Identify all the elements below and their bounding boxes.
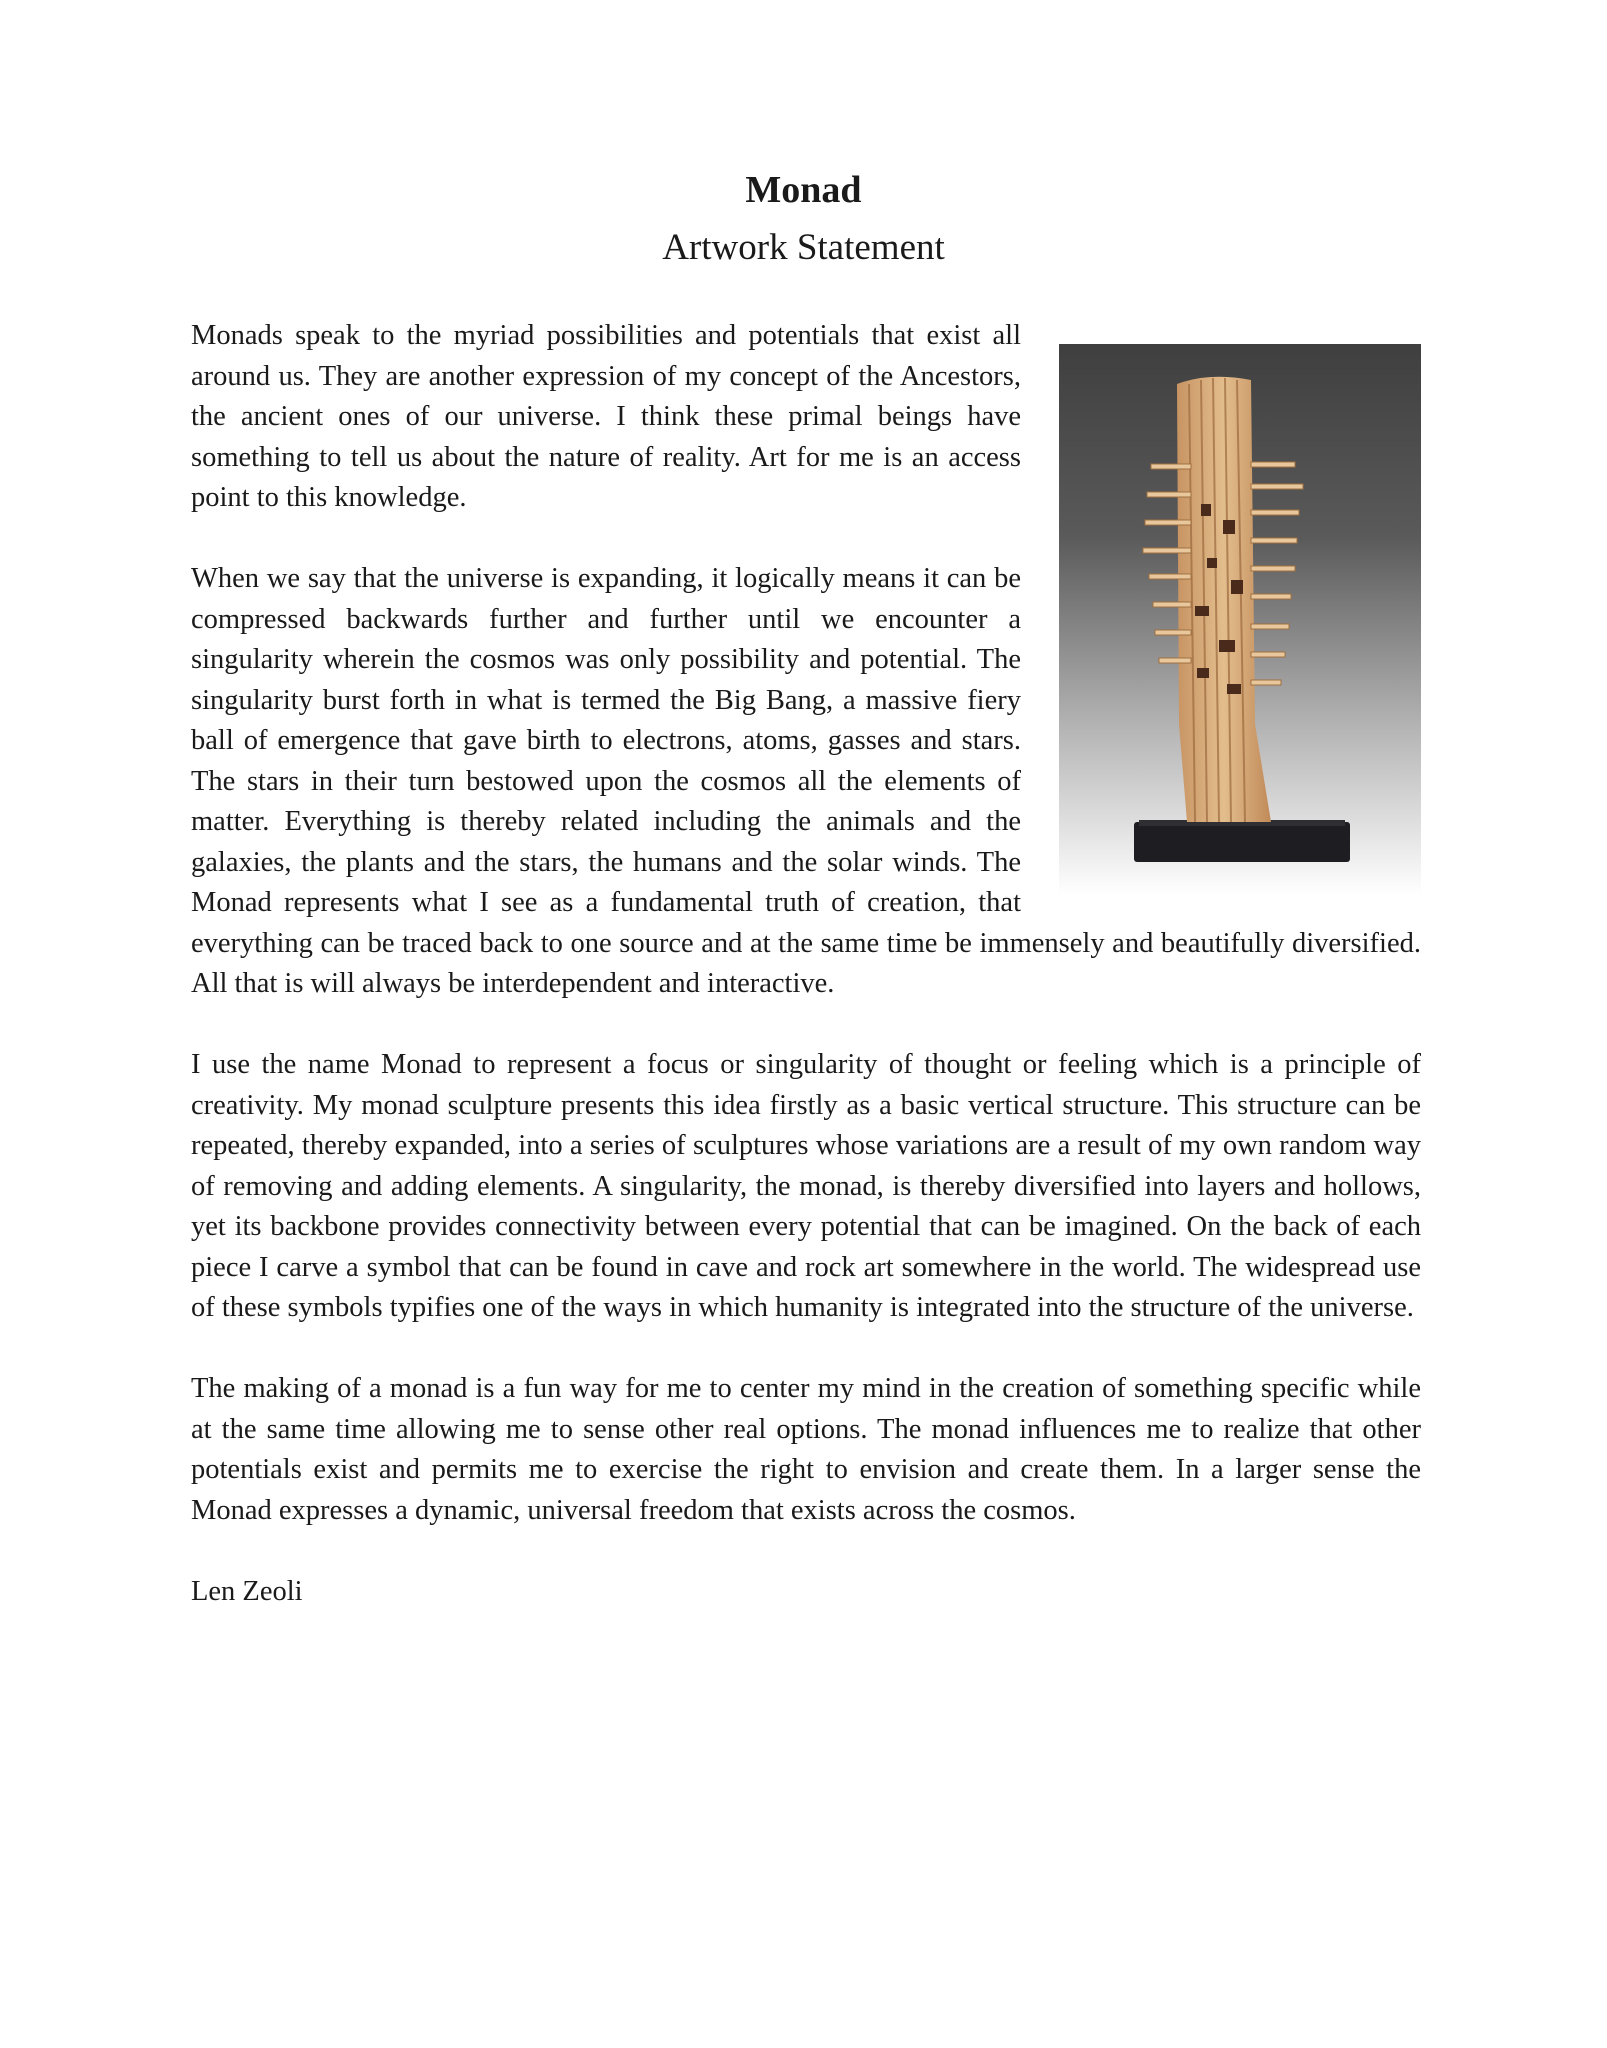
sculpture-image: [1059, 344, 1421, 895]
paragraph-3: I use the name Monad to represent a focus or singularity of thought or feeling which is a principle of creativity. My monad sculpture presents this idea firstly as a basic vertical structure. This structure can be repeated, thereby expanded, into a series of sculptures whose variations are a result of my own random way of removing and adding elements. A singularity, the monad, is thereby diversified into layers and hollows, yet its backbone provides connectivity between every potential that can be imagined. On the back of each piece I carve a symbol that can be found in cave and rock art somewhere in the world. The widespread use of these symbols typifies one of the ways in which humanity is integrated into the structure of the universe.: [191, 1049, 1421, 1323]
paragraph-4: The making of a monad is a fun way for me to center my mind in the creation of something specific while at the same time allowing me to sense other real options. The monad influences me to realize that other potentials exist and permits me to exercise the right to envision and create them. In a larger sense the Monad expresses a dynamic, universal freedom that exists across the cosmos.: [191, 1373, 1421, 1526]
paragraph-2: When we say that the universe is expanding, it logically means it can be compressed backwards further and further until we encounter a singularity wherein the cosmos was only possibility and potential. The singularity burst forth in what is termed the Big Bang, a massive fiery ball of emergence that gave birth to electrons, atoms, gasses and stars. The stars in their turn bestowed upon the cosmos all the elements of matter. Everything is thereby related including the animals and the galaxies, the plants and the stars, the humans and the solar winds. The Monad represents what I see as a fundamental truth of creation, that everything can be traced back to one source and at the same time be immensely and beautifully diversified. All that is will always be interdependent and interactive.: [191, 563, 1421, 999]
page-title: Monad: [745, 169, 862, 211]
sculpture-photo: [1059, 344, 1421, 895]
statement-body: [191, 316, 1421, 1612]
sculpture-base: [1134, 822, 1350, 862]
author-signature: Len Zeoli: [191, 1575, 303, 1607]
page-subtitle: Artwork Statement: [662, 227, 945, 268]
paragraph-1: Monads speak to the myriad possibilities and potentials that exist all around us. They are another expression of my concept of the Ancestors, the ancient ones of our universe. I think these primal beings have something to tell us about the nature of reality. Art for me is an access point to this knowledge.: [191, 320, 1021, 513]
